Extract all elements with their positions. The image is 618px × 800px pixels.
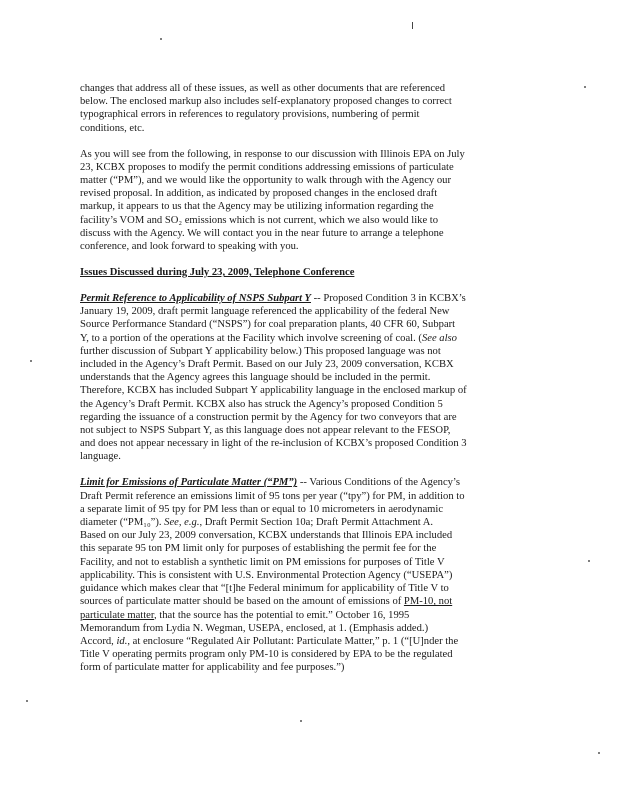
scan-speck — [160, 38, 162, 40]
text-line: understands that the Agency agrees this language should be included in the permit. — [80, 372, 431, 384]
text-line: 23, KCBX proposes to modify the permit conditions addressing emissions of particulate — [80, 161, 454, 173]
text-line: form of particulate matter for applicability and fee purposes.”) — [80, 662, 345, 674]
text-line — [80, 595, 540, 608]
text-line: As you will see from the following, in response to our discussion with Illinois EPA on July — [80, 148, 465, 160]
text-run: Y, to a portion of the operations at the Facility which involve screening of coal. ( — [80, 332, 422, 344]
scan-speck — [584, 86, 586, 88]
text-run: Accord, — [80, 635, 117, 647]
text-line: guidance which makes clear that “[t]he Federal minimum for applicability of Title V to — [80, 583, 449, 595]
text-line: applicability. This is consistent with U.S. Environmental Protection Agency (“USEPA”) — [80, 569, 453, 581]
citation-signal: See also — [421, 332, 457, 344]
text-line: conditions, etc. — [80, 122, 145, 134]
emphasis-underline: PM-10, not — [403, 596, 453, 608]
citation-signal: See, e.g. — [164, 517, 200, 529]
text-line: conference, and look forward to speaking with you. — [80, 241, 299, 253]
text-run: -- Various Conditions of the Agency’s — [297, 477, 461, 489]
text-run: sources of particulate matter should be based on the amount of emissions of — [80, 596, 404, 608]
text-run: -- Proposed Condition 3 in KCBX’s — [311, 293, 466, 305]
text-line: revised proposal. In addition, as indicated by proposed changes in the enclosed draft — [80, 188, 438, 200]
scan-speck — [300, 720, 302, 722]
text-line: Draft Permit reference an emissions limit of 95 tons per year (“tpy”) for PM, in addition to — [80, 490, 465, 502]
text-line: and does not appear necessary in light of the re-inclusion of KCBX’s proposed Condition 3 — [80, 438, 467, 450]
text-line: January 19, 2009, draft permit language referenced the applicability of the federal New — [80, 306, 450, 318]
scan-speck — [598, 752, 600, 754]
pm-limit-paragraph — [80, 476, 540, 674]
scan-speck — [26, 700, 28, 702]
text-line: a separate limit of 95 tpy for PM less than or equal to 10 micrometers in aerodynamic — [80, 503, 444, 515]
text-line — [80, 609, 540, 622]
text-line: changes that address all of these issues, as well as other documents that are referenced — [80, 83, 446, 94]
citation-signal: id. — [116, 635, 128, 647]
text-line: typographical errors in references to regulatory provisions, numbering of permit — [80, 109, 420, 121]
emphasis-underline: particulate matter — [80, 609, 154, 621]
text-run: , Draft Permit Section 10a; Draft Permit Attachment A. — [199, 517, 434, 529]
text-line: Title V operating permits program only PM-10 is considered by EPA to be the regulated — [80, 649, 453, 661]
section-heading: Issues Discussed during July 23, 2009, Telephone Conference — [80, 267, 355, 279]
text-line — [80, 476, 540, 489]
text-line: below. The enclosed markup also includes self-explanatory proposed changes to correct — [80, 96, 452, 108]
pm-limit-lead: Limit for Emissions of Particulate Matter (“PM”) — [80, 477, 298, 489]
text-line: facility’s VOM and SO₂ emissions which is not current, which we also would like to — [80, 214, 439, 226]
text-line: matter (“PM”), and we would like the opportunity to walk through with the Agency our — [80, 175, 451, 187]
text-line: included in the Agency’s Draft Permit. Based on our July 23, 2009 conversation, KCBX — [80, 359, 454, 371]
text-line: markup, it appears to us that the Agency may be utilizing information regarding the — [80, 201, 434, 213]
text-line — [80, 516, 540, 529]
text-line: regarding the issuance of a construction permit by the Agency for two conveyors that are — [80, 411, 457, 423]
text-run: diameter (“PM₁₀”). — [80, 517, 165, 529]
letter-body — [80, 82, 540, 687]
text-line — [80, 332, 540, 345]
scan-speck — [588, 560, 590, 562]
text-run: , that the source has the potential to emit.” October 16, 1995 — [154, 609, 410, 621]
text-line: not subject to NSPS Subpart Y, as this language does not appear relevant to the FESOP, — [80, 425, 451, 437]
discussion-paragraph — [80, 148, 540, 254]
intro-paragraph — [80, 82, 540, 135]
text-line — [80, 635, 540, 648]
permit-reference-paragraph — [80, 292, 540, 464]
text-line: the Agency’s Draft Permit. KCBX also has struck the Agency’s proposed Condition 5 — [80, 398, 443, 410]
scan-mark — [412, 22, 413, 29]
text-line: language. — [80, 451, 121, 463]
permit-reference-lead: Permit Reference to Applicability of NSPS Subpart Y — [80, 293, 311, 305]
text-line: Based on our July 23, 2009 conversation, KCBX understands that Illinois EPA included — [80, 530, 453, 542]
text-line: further discussion of Subpart Y applicability below.) This proposed language was not — [80, 345, 441, 357]
text-line — [80, 292, 540, 305]
text-run: , at enclosure “Regulated Air Pollutant: Particulate Matter,” p. 1 (“[U]nder the — [127, 635, 459, 647]
text-line: Source Performance Standard (“NSPS”) for coal preparation plants, 40 CFR 60, Subpart — [80, 319, 456, 331]
text-line: discuss with the Agency. We will contact you in the near future to arrange a telephone — [80, 227, 444, 239]
text-line: Facility, and not to establish a synthetic limit on PM emissions for purposes of Title V — [80, 556, 445, 568]
text-line: Memorandum from Lydia N. Wegman, USEPA, enclosed, at 1. (Emphasis added.) — [80, 622, 429, 634]
scan-speck — [30, 360, 32, 362]
text-line: Therefore, KCBX has included Subpart Y applicability language in the enclosed markup of — [80, 385, 467, 397]
text-line: this separate 95 ton PM limit only for purposes of establishing the permit fee for the — [80, 543, 437, 555]
